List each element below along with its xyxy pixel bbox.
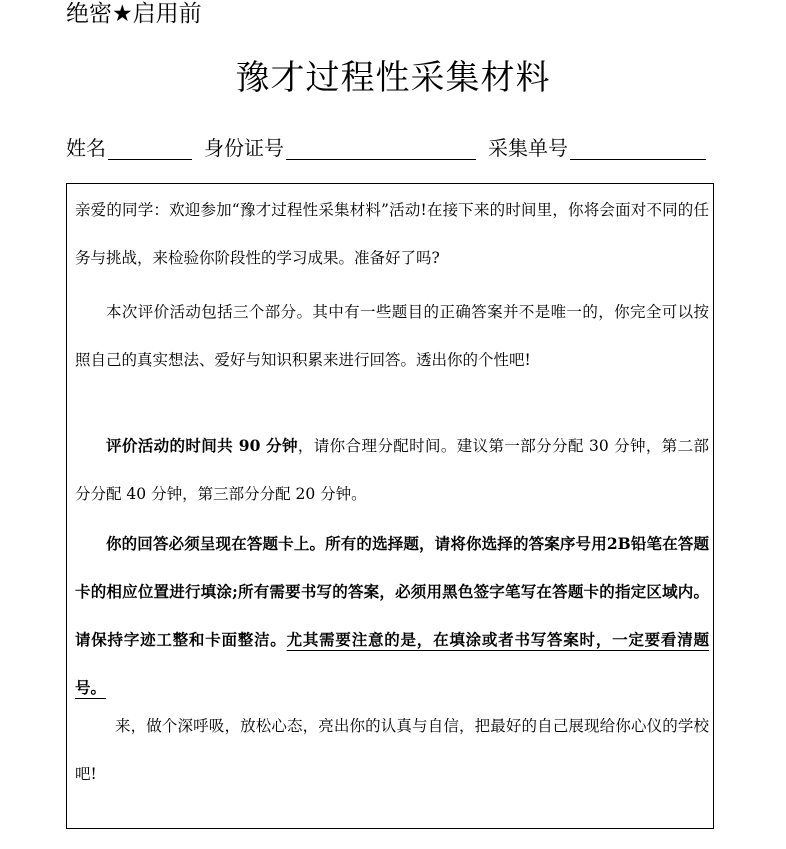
id-number-label: 身份证号	[204, 136, 284, 160]
time-bold-text: 评价活动的时间共 90 分钟	[106, 436, 298, 455]
activity-paragraph: 本次评价活动包括三个部分。其中有一些题目的正确答案并不是唯一的，你完全可以按照自己的真实想法、爱好与知识积累来进行回答。透出你的个性吧!	[75, 303, 709, 369]
answer-rules-text: 你的回答必须呈现在答题卡上。所有的选择题，请将你选择的答案序号用2B铅笔在答题卡的相应位置进行填涂;所有需要书写的答案，必须用黑色签字笔写在答题卡的指定区域内。请保持字迹工整和卡面整洁。	[75, 534, 709, 649]
collection-number-label: 采集单号	[488, 136, 568, 160]
name-field[interactable]	[108, 139, 192, 160]
info-fields	[66, 134, 726, 160]
page-title: 豫才过程性采集材料	[235, 58, 551, 98]
id-number-field[interactable]	[286, 139, 476, 160]
time-allocation-text: ，请你合理分配时间。建议第一部分分配 30 分钟，第二部分分配 40 分钟，第三部分分配 20 分钟。	[75, 437, 709, 503]
greeting-paragraph: 亲爱的同学：欢迎参加“豫才过程性采集材料”活动!在接下来的时间里，你将会面对不同的任务与挑战，来检验你阶段性的学习成果。准备好了吗?	[75, 201, 709, 267]
collection-number-field[interactable]	[570, 139, 706, 160]
name-label: 姓名	[66, 136, 106, 160]
confidential-marker: 绝密★启用前	[66, 1, 202, 27]
answer-rules-paragraph	[75, 520, 709, 712]
time-paragraph	[75, 422, 709, 518]
answer-warning-text: 尤其需要注意的是，在填涂或者书写答案时，一定要看清题号。	[75, 630, 709, 697]
instructions-box	[66, 183, 714, 829]
encouragement-paragraph: 来，做个深呼吸，放松心态，亮出你的认真与自信，把最好的自己展现给你心仪的学校吧!	[75, 717, 709, 783]
